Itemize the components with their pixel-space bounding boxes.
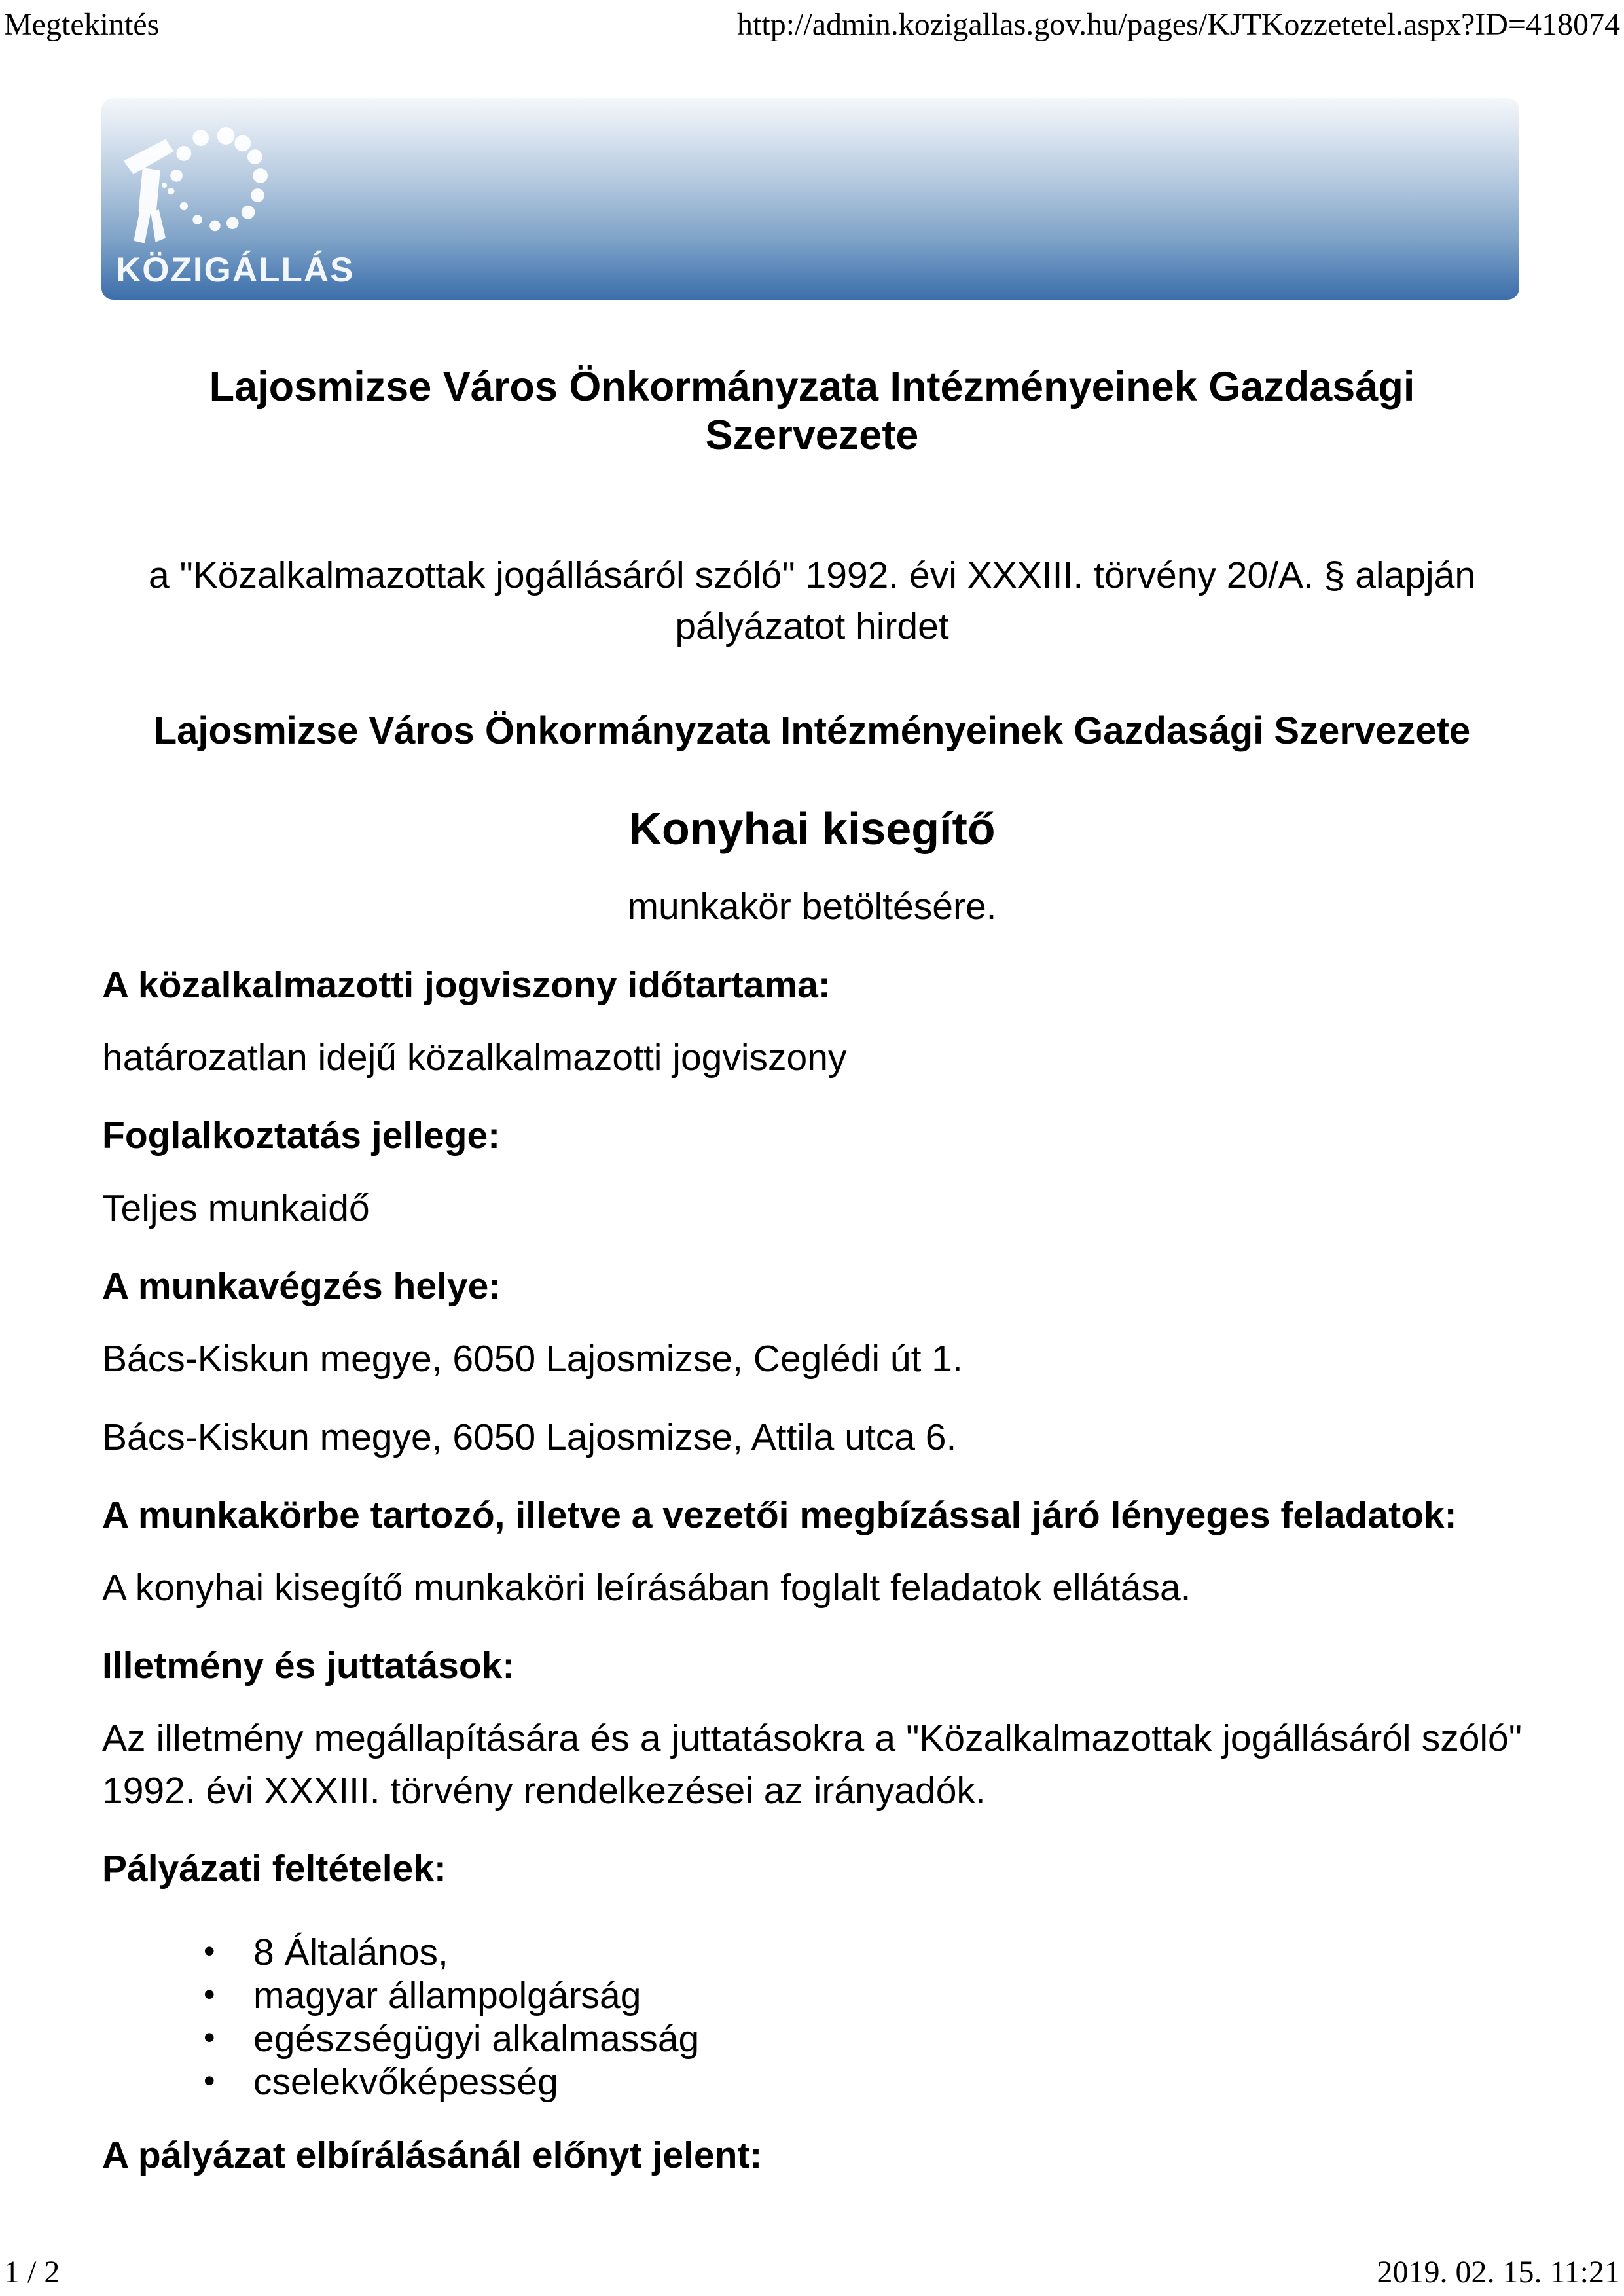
organization-name: Lajosmizse Város Önkormányzata Intézményeinek Gazdasági Szervezete bbox=[153, 709, 1471, 752]
organization-title: Lajosmizse Város Önkormányzata Intézményeinek Gazdasági Szervezete bbox=[209, 364, 1415, 458]
list-item: • 8 Általános, bbox=[253, 1931, 1522, 1974]
section-heading-munkavegzes-helye: A munkavégzés helye: bbox=[102, 1265, 501, 1307]
legal-intro-line-1: a "Közalkalmazottak jogállásáról szóló" 1992. évi XXXIII. törvény 20/A. § alapján bbox=[148, 554, 1476, 596]
section-heading-feladatok: A munkakörbe tartozó, illetve a vezetői megbízással járó lényeges feladatok: bbox=[102, 1494, 1457, 1536]
section-text: Bács-Kiskun megye, 6050 Lajosmizse, Attila utca 6. bbox=[102, 1416, 957, 1458]
section-heading-palyazati-feltetelek: Pályázati feltételek: bbox=[102, 1848, 446, 1890]
section-text: Bács-Kiskun megye, 6050 Lajosmizse, Ceglédi út 1. bbox=[102, 1338, 963, 1380]
legal-intro-line-2: pályázatot hirdet bbox=[675, 605, 949, 647]
document-content bbox=[102, 300, 1522, 2176]
section-heading-foglalkoztatas: Foglalkoztatás jellege: bbox=[102, 1115, 501, 1157]
position-title: Konyhai kisegítő bbox=[628, 803, 996, 854]
section-text: Az illetmény megállapítására és a juttatásokra a "Közalkalmazottak jogállásáról szóló" 1992. évi XXXIII. törvény rendelkezései az irányadók. bbox=[102, 1717, 1522, 1812]
section-heading-jogviszony: A közalkalmazotti jogviszony időtartama: bbox=[102, 964, 831, 1006]
legal-intro bbox=[102, 550, 1522, 652]
list-item: • cselekvőképesség bbox=[253, 2060, 1522, 2104]
kozigallas-logo-text: KÖZIGÁLLÁS bbox=[116, 251, 355, 289]
print-timestamp: 2019. 02. 15. 11:21 bbox=[1377, 2255, 1620, 2289]
list-item: • magyar állampolgárság bbox=[253, 1974, 1522, 2017]
section-heading-illetmeny: Illetmény és juttatások: bbox=[102, 1645, 515, 1687]
position-suffix: munkakör betöltésére. bbox=[627, 886, 997, 927]
page-number: 1 / 2 bbox=[4, 2255, 60, 2289]
section-text: A konyhai kisegítő munkaköri leírásában foglalt feladatok ellátása. bbox=[102, 1567, 1191, 1609]
section-heading-elony: A pályázat elbírálásánál előnyt jelent: bbox=[102, 2134, 763, 2176]
print-header-title: Megtekintés bbox=[4, 7, 160, 42]
section-text: határozatlan idejű közalkalmazotti jogviszony bbox=[102, 1037, 847, 1079]
kozigallas-logo-icon bbox=[121, 126, 272, 247]
list-item: • egészségügyi alkalmasság bbox=[253, 2017, 1522, 2060]
sections bbox=[102, 965, 1522, 2176]
kozigallas-banner bbox=[101, 98, 1519, 300]
print-header-url: http://admin.kozigallas.gov.hu/pages/KJTKozzetetel.aspx?ID=418074 bbox=[737, 7, 1620, 42]
section-text: Teljes munkaidő bbox=[102, 1187, 370, 1229]
requirements-list bbox=[102, 1931, 1522, 2104]
